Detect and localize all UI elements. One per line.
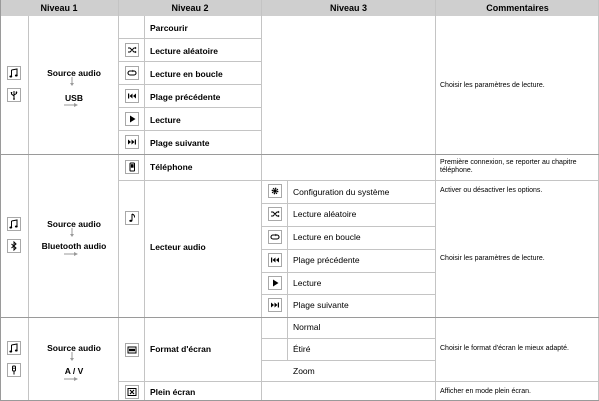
level1-source-audio: Source audio — [47, 219, 101, 229]
eighth-note-icon — [125, 211, 139, 225]
play-icon — [125, 112, 139, 126]
level3-lecture-aleatoire[interactable]: Lecture aléatoire — [293, 209, 357, 219]
level2-plage-precedente[interactable]: Plage précédente — [150, 92, 221, 102]
level3-normal[interactable]: Normal — [293, 322, 321, 332]
level3-lecture-en-boucle[interactable]: Lecture en boucle — [293, 232, 361, 242]
av-cable-icon — [7, 363, 21, 377]
level2-format-ecran[interactable]: Format d'écran — [150, 344, 212, 354]
level1-target-usb: USB — [65, 93, 83, 103]
level2-lecture[interactable]: Lecture — [150, 115, 181, 125]
header-niveau-3: Niveau 3 — [262, 0, 435, 16]
comment-premiere-connexion: Première connexion, se reporter au chapitre téléphone. — [440, 159, 577, 174]
arrow-right-icon — [62, 251, 86, 257]
level3-zoom[interactable]: Zoom — [293, 366, 315, 376]
shuffle-icon — [125, 43, 139, 57]
screen-format-icon — [125, 343, 139, 357]
level3-plage-precedente[interactable]: Plage précédente — [293, 255, 360, 265]
fullscreen-icon — [125, 385, 139, 399]
header-niveau-2: Niveau 2 — [119, 0, 261, 16]
previous-track-icon — [125, 89, 139, 103]
comment-options: Activer ou désactiver les options. — [440, 187, 543, 194]
comment-parametres-lecture: Choisir les paramètres de lecture. — [440, 255, 545, 262]
next-track-icon — [268, 298, 282, 312]
gear-icon — [268, 184, 282, 198]
level2-plage-suivante[interactable]: Plage suivante — [150, 138, 210, 148]
level2-lecture-en-boucle[interactable]: Lecture en boucle — [150, 69, 223, 79]
level3-configuration-systeme[interactable]: Configuration du système — [293, 187, 390, 197]
level1-target-av: A / V — [64, 366, 84, 376]
level2-parcourir[interactable]: Parcourir — [150, 23, 188, 33]
comment-plein-ecran: Afficher en mode plein écran. — [440, 388, 531, 395]
play-icon — [268, 276, 282, 290]
shuffle-icon — [268, 207, 282, 221]
level1-target-bluetooth: Bluetooth audio — [41, 241, 107, 251]
level1-source-audio: Source audio — [47, 343, 101, 353]
level3-plage-suivante[interactable]: Plage suivante — [293, 300, 349, 310]
comment-format-ecran: Choisir le format d'écran le mieux adapté. — [440, 345, 569, 352]
music-note-icon — [7, 217, 21, 231]
level1-source-audio: Source audio — [47, 68, 101, 78]
arrow-right-icon — [62, 376, 86, 382]
level2-telephone[interactable]: Téléphone — [150, 162, 193, 172]
level3-lecture[interactable]: Lecture — [293, 278, 322, 288]
usb-icon — [7, 88, 21, 102]
arrow-right-icon — [62, 102, 86, 108]
phone-icon — [125, 160, 139, 174]
level2-lecteur-audio[interactable]: Lecteur audio — [150, 242, 206, 252]
music-note-icon — [7, 341, 21, 355]
repeat-icon — [268, 230, 282, 244]
previous-track-icon — [268, 253, 282, 267]
next-track-icon — [125, 135, 139, 149]
level2-plein-ecran[interactable]: Plein écran — [150, 387, 196, 397]
level3-etire[interactable]: Étiré — [293, 344, 311, 354]
level2-lecture-aleatoire[interactable]: Lecture aléatoire — [150, 46, 219, 56]
header-commentaires: Commentaires — [436, 0, 599, 16]
bluetooth-icon — [7, 239, 21, 253]
music-note-icon — [7, 66, 21, 80]
comment-parametres-lecture: Choisir les paramètres de lecture. — [440, 82, 545, 89]
repeat-icon — [125, 66, 139, 80]
header-niveau-1: Niveau 1 — [0, 0, 118, 16]
